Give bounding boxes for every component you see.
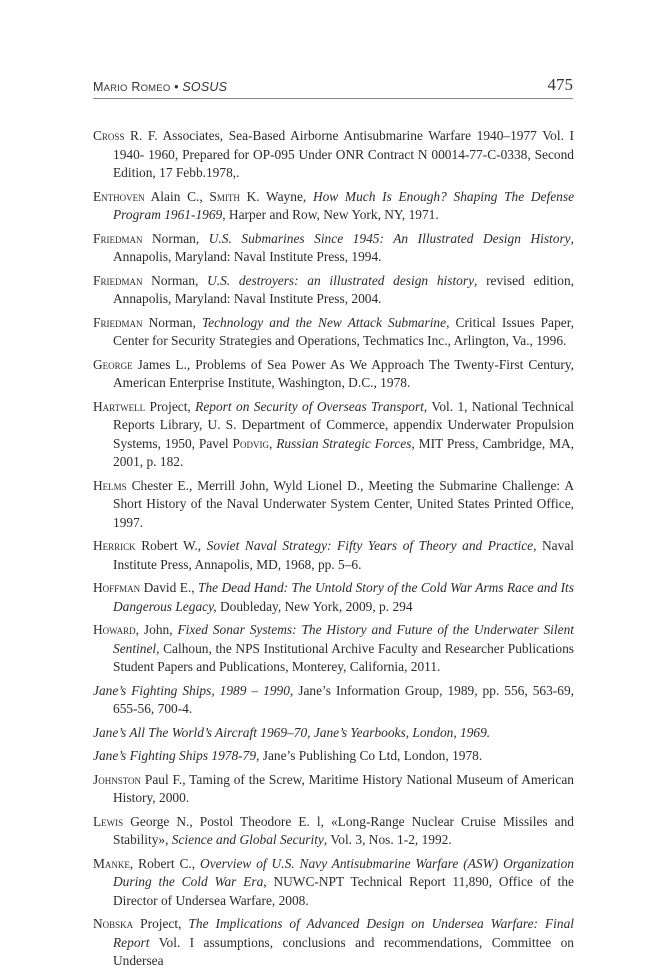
author-name: Nobska [93,916,134,932]
author-name: Hoffman [93,580,141,596]
bibliography-entry [93,915,574,971]
author-name: Johnston [93,771,142,787]
work-title: Overview of U.S. Navy Antisubmarine Warfare (ASW) Organization During the Cold War Era [113,855,575,890]
entry-text: , Vol. 1, National Technical Reports Library, U. S. Department of Commerce, appendix Underwater Propulsion Systems, 1950, Pavel [113,398,574,451]
author-name: George [93,356,133,372]
bibliography-entry [93,579,574,616]
work-title: How Much Is Enough? Shaping The Defense Program 1961-1969 [113,188,575,223]
bibliography-entry [93,855,574,911]
entry-text: Project, [133,916,189,932]
entry-text: Norman, [142,314,202,330]
work-title: The Implications of Advanced Design on Undersea Warfare: Final Report [113,916,574,950]
entry-text: Vol. I assumptions, conclusions and recommendations, Committee on Undersea [113,934,574,969]
work-title: U.S. Submarines Since 1945: An Illustrated Design History [208,230,571,246]
entry-text: , Vol. 3, Nos. 1-2, 1992. [323,832,452,848]
author-last-initial: R [131,80,141,94]
entry-text: , MIT Press, Cambridge, MA, 2001, p. 182. [113,435,575,470]
work-title: Jane’s All The World’s Aircraft 1969–70, Jane’s Yearbooks, London, 1969. [93,724,491,740]
entry-text: Chester E., Merrill John, Wyld Lionel D., Meeting the Submarine Challenge: A Short History of the Naval Underwater System Center, United States Printed Office, 1997. [113,477,574,530]
bibliography-entry [93,724,574,743]
bibliography-entry [93,621,574,677]
bibliography-entry [93,771,574,808]
running-title [93,80,227,94]
entry-text: , Harper and Row, New York, NY, 1971. [222,207,439,223]
author-name: Hartwell [93,398,146,414]
entry-text: Norman, [142,230,209,246]
author-name: Howard [93,622,136,638]
work-title: Science and Global Security [171,832,324,848]
entry-text: , revised edition, Annapolis, Maryland: Naval Institute Press, 2004. [113,272,574,307]
author-name: Cross [93,128,125,143]
author-name: Herrick [93,538,136,554]
author-name: Friedman [93,314,143,330]
entry-text: R. F. Associates, Sea-Based Airborne Antisubmarine Warfare 1940–1977 Vol. I 1940- 1960, Prepared for OP-095 Under ONR Contract N 00014-77-C-0338, Second Edition, 17 Febb.1978,. [113,128,574,181]
work-title: The Dead Hand: The Untold Story of the Cold War Arms Race and Its Dangerous Legacy, [113,580,574,614]
bibliography-entry [93,747,574,766]
work-title: Russian Strategic Forces [276,435,412,451]
bibliography-entry [93,398,574,472]
author-first-initial: M [93,80,104,94]
entry-text: Project, [145,398,196,414]
entry-text: , Annapolis, Maryland: Naval Institute Press, 1994. [113,230,574,265]
entry-text: , Robert C., [129,855,201,871]
bibliography-entry [93,188,574,225]
bibliography-entry [93,272,574,309]
entry-text: Norman, [142,272,208,288]
entry-text: , NUWC-NPT Technical Report 11,890, Office of the Director of Undersea Warfare, 2008. [113,874,574,908]
entry-text: James L., Problems of Sea Power As We Approach The Twenty-First Century, American Enterprise Institute, Washington, D.C., 1978. [113,356,574,391]
entry-text: Doubleday, New York, 2009, p. 294 [216,598,413,614]
entry-text: Jane’s Information Group, 1989, pp. 556, 563-69, 655-56, 700-4. [113,682,574,717]
bibliography-entry [93,230,574,267]
work-title: Soviet Naval Strategy: Fifty Years of Theory and Practice [206,538,534,554]
bibliography-entry [93,314,574,351]
work-title: Report on Security of Overseas Transport [195,398,424,414]
work-title: Fixed Sonar Systems: The History and Future of the Underwater Silent Sentinel [113,622,574,656]
author-name: Helms [93,477,127,493]
work-title: Jane’s Fighting Ships, 1989 – 1990, [93,682,294,698]
work-title: Jane’s Fighting Ships 1978-79, [93,748,260,764]
bibliography-entry [93,356,574,393]
entry-text: , Calhoun, the NPS Institutional Archive Faculty and Researcher Publications Student Papers and Publications, Monterey, California, 2011. [113,640,574,675]
entry-text: George N., Postol Theodore E. l, «Long-Range Nuclear Cruise Missiles and Stability», [113,813,574,848]
bibliography-list [93,127,574,976]
author-name: Friedman [93,272,143,288]
page-number: 475 [547,75,573,94]
work-title: Technology and the New Attack Submarine [201,314,447,330]
entry-text: Paul F., Taming of the Screw, Maritime History National Museum of American History, 2000. [113,771,574,806]
bibliography-entry [93,477,574,533]
running-header [93,76,573,99]
author-name: Manke [93,855,130,871]
author-name: Friedman [93,230,143,246]
entry-text: , John, [135,622,178,638]
author-name: Lewis [93,813,124,829]
author-last-rest: OMEO [140,83,171,94]
entry-text: , Critical Issues Paper, Center for Security Strategies and Operations, Techmatics Inc., Arlington, Va., 1996. [113,314,574,349]
entry-text: Jane’s Publishing Co Ltd, London, 1978. [259,748,483,764]
header-separator: • [170,80,183,94]
author-name: Podvig [232,435,269,451]
bibliography-entry [93,813,574,850]
entry-text: , Naval Institute Press, Annapolis, MD, 1968, pp. 5–6. [113,538,574,572]
author-name: Smith [209,188,240,204]
entry-text: David E., [140,580,198,596]
entry-text: , [268,435,277,451]
author-name: Enthoven [93,188,145,204]
entry-text: K. Wayne, [239,188,313,204]
bibliography-entry [93,537,574,574]
author-first-rest: ARIO [103,83,128,94]
entry-text: Robert W., [135,538,207,554]
short-title: SOSUS [182,80,228,94]
bibliography-entry [93,682,574,719]
bibliography-entry [93,127,574,183]
entry-text: Alain C., [144,188,210,204]
work-title: U.S. destroyers: an illustrated design history [207,272,475,288]
